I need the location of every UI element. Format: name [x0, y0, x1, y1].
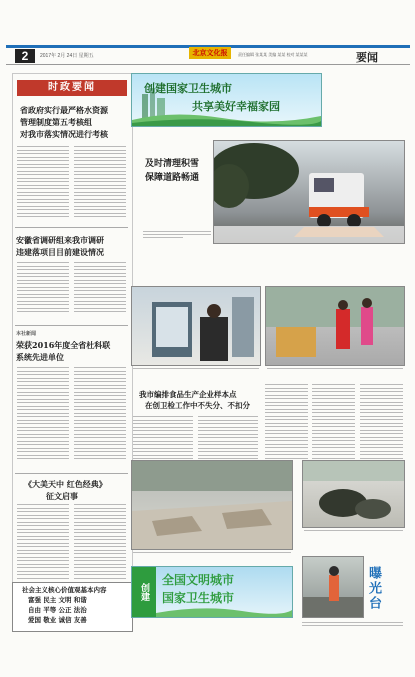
caption-sidewalk [133, 550, 291, 555]
header-underline [6, 64, 410, 65]
caption-snow [143, 229, 211, 240]
exposure-column-title: 曝光台 [366, 566, 381, 611]
street-sweeping-scene [266, 287, 404, 365]
broken-sidewalk-photo [131, 460, 293, 550]
banner-prefix: 创建 [132, 567, 156, 617]
story3-kicker: 本社新闻 [16, 331, 37, 337]
exposure-photo [302, 556, 364, 618]
story4-headline: 《大美天中 红色经典》 征文启事 [24, 479, 107, 501]
story4-body-a [17, 504, 69, 581]
food-safety-headline: 我市编排食品生产企业样本点 在创卫检工作中不失分、不扣分 [139, 390, 250, 410]
page-number: 2 [15, 49, 35, 63]
story3-headline: 荣获2016年度全省杜科联 系统先进单位 [16, 340, 111, 362]
snow-plow-photo [213, 140, 405, 244]
banner-health-city [131, 73, 322, 127]
banner-skyline [132, 567, 292, 617]
story1-body-a [17, 146, 69, 220]
section-title: 要闻 [356, 51, 378, 64]
divider [15, 473, 128, 474]
civilized-city-banner [131, 566, 293, 618]
divider [15, 227, 128, 228]
banner-line-2: 共享美好幸福家园 [192, 100, 280, 113]
roadside-debris-photo [302, 460, 405, 528]
story2-headline: 安徽省调研组来我市调研 违建落项目目前建设情况 [16, 235, 104, 257]
inspection-scene [132, 287, 260, 365]
worker-scene [303, 557, 363, 617]
col-body-c [265, 384, 308, 461]
photo-title: 及时清理积雪 保障道路畅通 [145, 159, 200, 183]
sidewalk-scene [132, 461, 292, 549]
debris-scene [303, 461, 404, 527]
divider [15, 325, 128, 326]
banner-line-a: 全国文明城市 [162, 573, 235, 587]
caption-exposure [302, 620, 403, 628]
caption-inspection-left [133, 366, 259, 371]
date-line: 2017年 2月 24日 星期五 [40, 53, 94, 59]
core-values-text: 社会主义核心价值观基本内容 富强 民主 文明 和谐 自由 平等 公正 法治 爱国 敬业 诚信 友善 [22, 586, 107, 624]
masthead: 北京文化报 [189, 47, 231, 59]
editor-line: 责任编辑 张某某 美编 某某 校对 某某某 [238, 52, 308, 57]
story1-headline: 省政府实行最严格水资源 管理制度第五考核组 对我市落实情况进行考核 [20, 105, 108, 139]
story2-body-b [74, 262, 126, 315]
story4-body-b [74, 504, 126, 581]
col-body-e [360, 384, 403, 461]
story2-body-a [17, 262, 69, 315]
col-body-d [312, 384, 355, 461]
section-banner-politics: 时政要闻 [17, 80, 127, 96]
caption-sweeping [267, 366, 403, 371]
street-sweeping-photo [265, 286, 405, 366]
snow-plow-scene [214, 141, 404, 243]
inspection-photo-left [131, 286, 261, 366]
story3-body-b [74, 367, 126, 462]
banner-line-1: 创建国家卫生城市 [144, 82, 232, 95]
banner-line-b: 国家卫生城市 [162, 591, 235, 605]
caption-debris [304, 528, 403, 533]
story3-body-a [17, 367, 69, 462]
story1-body-b [74, 146, 126, 220]
